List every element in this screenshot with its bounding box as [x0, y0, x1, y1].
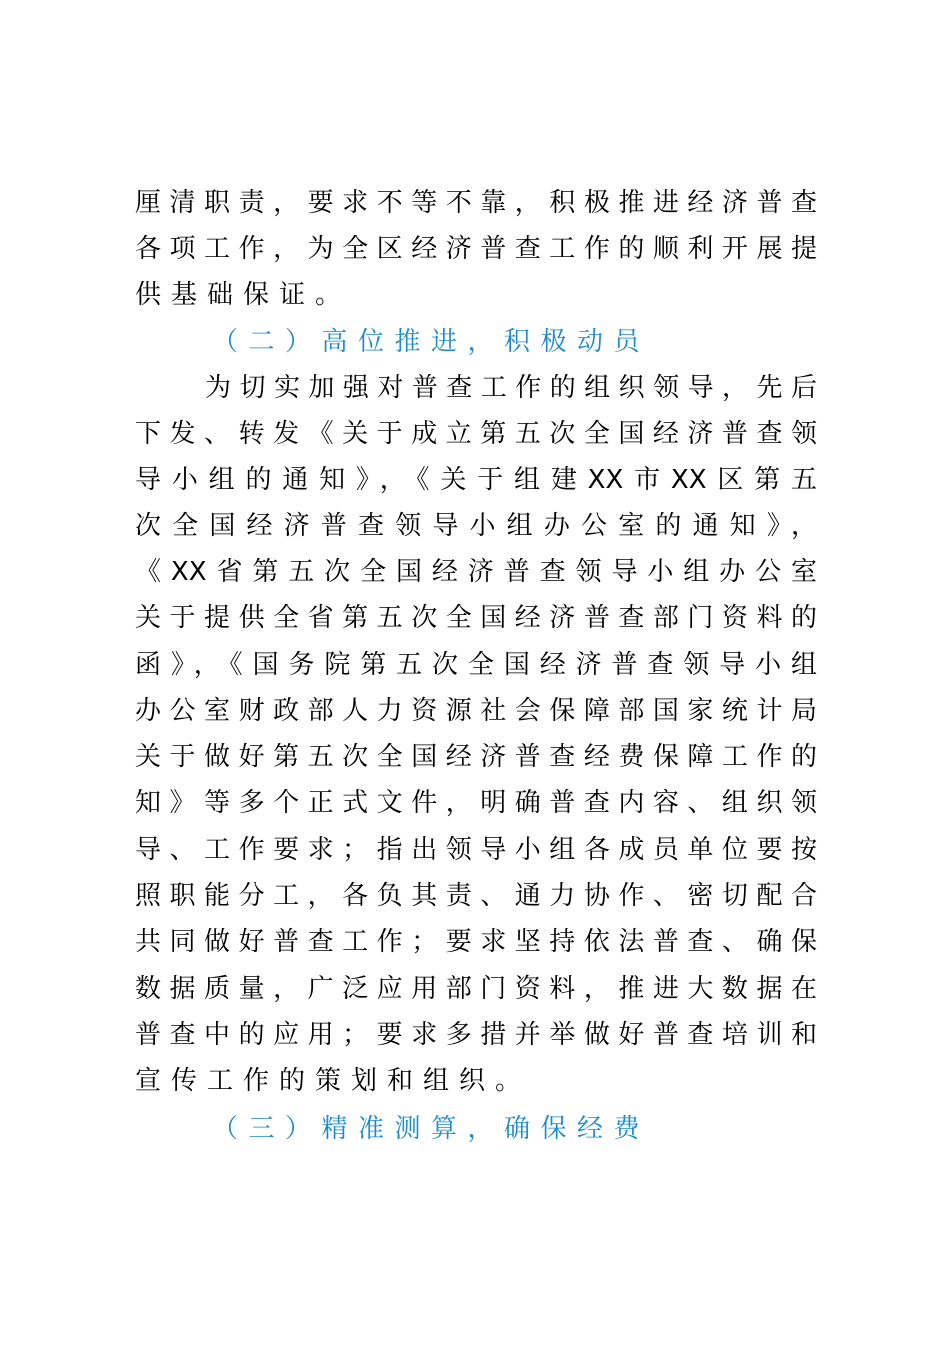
body-text-line: 普查中的应用；要求多措并举做好普查培训和	[135, 1020, 817, 1050]
body-text-line: 下发、转发《关于成立第五次全国经济普查领	[135, 419, 817, 449]
body-text-line: 数据质量，广泛应用部门资料，推进大数据在	[135, 974, 817, 1004]
body-text-line: 照职能分工，各负其责、通力协作、密切配合	[135, 881, 817, 911]
body-text-line: 共同做好普查工作；要求坚持依法普查、确保	[135, 927, 817, 957]
body-text-line: 各项工作，为全区经济普查工作的顺利开展提	[135, 234, 817, 264]
body-text-line: 导小组的通知》，《关于组建XX市XX区第五	[135, 465, 817, 495]
body-text-line: 知》等多个正式文件，明确普查内容、组织领	[135, 788, 817, 818]
body-text-line: 次全国经济普查领导小组办公室的通知》，	[135, 511, 817, 541]
body-text-line: 函》，《国务院第五次全国经济普查领导小组	[135, 650, 817, 680]
section-heading-3: （三）精准测算，确保经费	[212, 1114, 651, 1144]
body-text-line: 为切实加强对普查工作的组织领导，先后	[205, 373, 817, 403]
body-text-line: 宣传工作的策划和组织。	[135, 1066, 532, 1096]
body-text-line: 《XX省第五次全国经济普查领导小组办公室	[135, 557, 817, 587]
body-text-line: 关于提供全省第五次全国经济普查部门资料的	[135, 603, 817, 633]
body-text-line: 办公室财政部人力资源社会保障部国家统计局	[135, 696, 817, 726]
body-text-line: 关于做好第五次全国经济普查经费保障工作的	[135, 742, 817, 772]
body-text-line: 导、工作要求；指出领导小组各成员单位要按	[135, 835, 817, 865]
section-heading-2: （二）高位推进，积极动员	[212, 327, 651, 357]
body-text-line: 厘清职责，要求不等不靠，积极推进经济普查	[135, 188, 817, 218]
body-text-line: 供基础保证。	[135, 280, 352, 310]
